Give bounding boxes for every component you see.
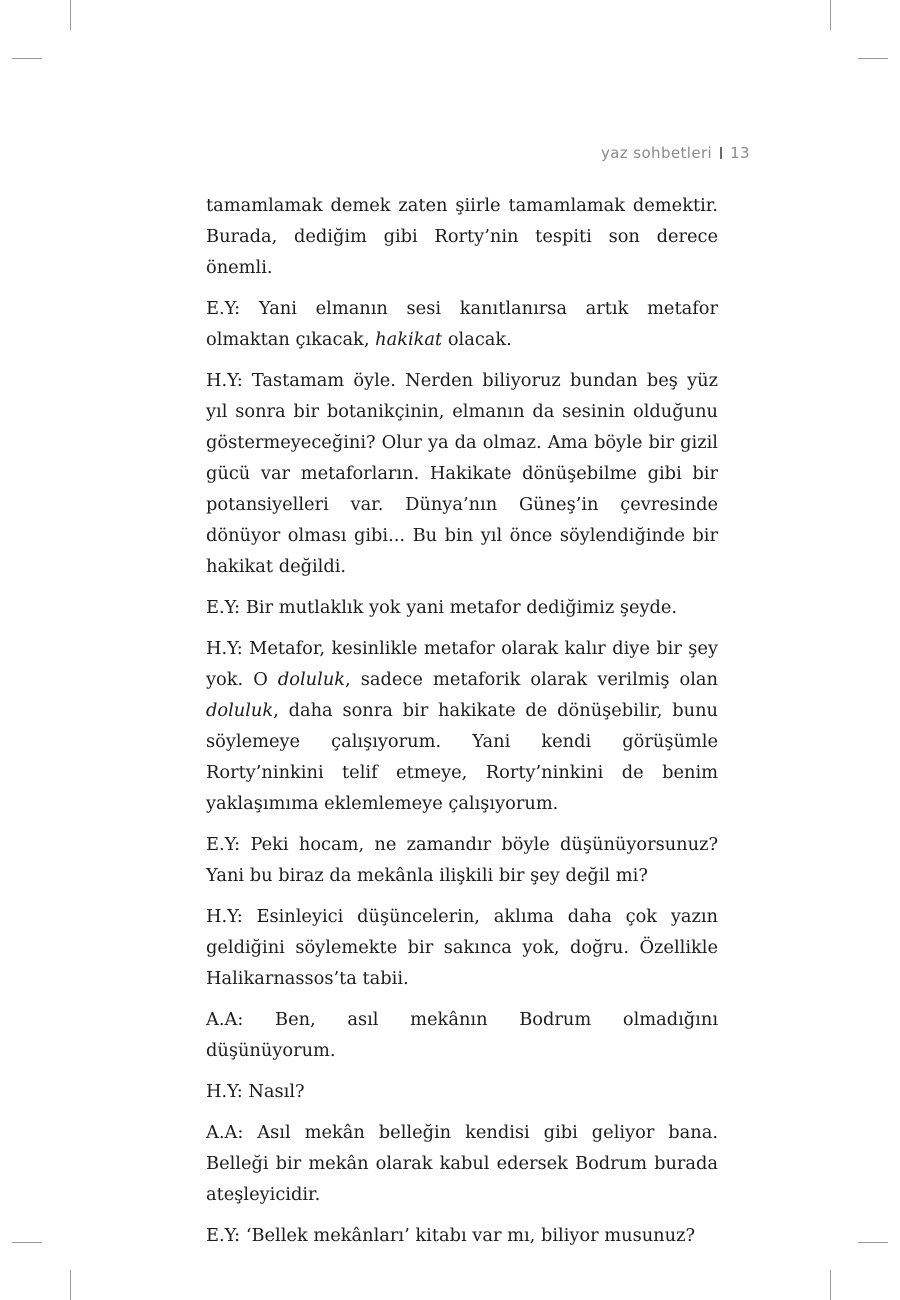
- paragraph: [206, 1076, 718, 1107]
- text-run: tamamlamak demek zaten şiirle tamamlamak demektir. Burada, dediğim gibi Rorty’nin tespiti son derece önemli.: [206, 195, 718, 278]
- paragraph: [206, 633, 718, 819]
- text-run: E.Y: ‘Bellek mekânları’ kitabı var mı, biliyor musunuz?: [206, 1225, 695, 1246]
- crop-mark-top-left: [70, 0, 71, 30]
- crop-mark-left-upper: [12, 58, 42, 59]
- paragraph: [206, 293, 718, 355]
- text-run: , daha sonra bir hakikate de dönüşebilir, bunu söylemeye çalışıyorum. Yani kendi görüşümle Rorty’ninkini telif etmeye, Rorty’ninkini de benim yaklaşımıma eklemlemeye çalışıyorum.: [206, 700, 718, 814]
- running-title: yaz sohbetleri: [600, 144, 713, 162]
- text-run: H.Y: Nasıl?: [206, 1081, 305, 1102]
- page-number: 13: [730, 144, 750, 162]
- paragraph: [206, 365, 718, 582]
- paragraph: [206, 901, 718, 994]
- text-run: A.A: Asıl mekân belleğin kendisi gibi geliyor bana. Belleği bir mekân olarak kabul edersek Bodrum burada ateşleyicidir.: [206, 1122, 718, 1205]
- paragraph: [206, 1004, 718, 1066]
- text-run: E.Y: Peki hocam, ne zamandır böyle düşünüyorsunuz? Yani bu biraz da mekânla ilişkili bir şey değil mi?: [206, 834, 718, 886]
- text-run: E.Y: Bir mutlaklık yok yani metafor dediğimiz şeyde.: [206, 597, 678, 618]
- text-run: olacak.: [442, 329, 512, 350]
- text-run: H.Y: Metafor, kesinlikle metafor olarak kalır diye bir şey yok. O: [206, 638, 718, 690]
- paragraph: [206, 829, 718, 891]
- text-run: A.A: Ben, asıl mekânın Bodrum olmadığını düşünüyorum.: [206, 1009, 718, 1061]
- running-header: [601, 144, 750, 162]
- italic-text: hakikat: [375, 329, 443, 350]
- paragraph: [206, 1220, 718, 1251]
- crop-mark-right-lower: [858, 1242, 888, 1243]
- crop-mark-bottom-left: [70, 1270, 71, 1300]
- paragraph: [206, 592, 718, 623]
- crop-mark-bottom-right: [830, 1270, 831, 1300]
- paragraph: [206, 190, 718, 283]
- paragraph: [206, 1117, 718, 1210]
- header-separator: [720, 147, 722, 159]
- text-run: E.Y: Yani elmanın sesi kanıtlanırsa artık metafor olmaktan çıkacak,: [206, 298, 718, 350]
- text-run: H.Y: Tastamam öyle. Nerden biliyoruz bundan beş yüz yıl sonra bir botanikçinin, elmanın da sesinin olduğunu göstermeyeceğini? Olur ya da olmaz. Ama böyle bir gizil gücü var metaforların. Hakikate dönüşebilme gibi bir potansiyelleri var. Dünya’nın Güneş’in çevresinde dönüyor olması gibi... Bu bin yıl önce söylendiğinde bir hakikat değildi.: [206, 370, 718, 577]
- crop-mark-right-upper: [858, 58, 888, 59]
- italic-text: doluluk: [277, 669, 346, 690]
- crop-mark-left-lower: [12, 1242, 42, 1243]
- text-run: , sadece metaforik olarak verilmiş olan: [345, 669, 718, 690]
- crop-mark-top-right: [830, 0, 831, 30]
- body-text: [206, 190, 718, 1261]
- italic-text: doluluk: [206, 700, 274, 721]
- text-run: H.Y: Esinleyici düşüncelerin, aklıma daha çok yazın geldiğini söylemekte bir sakınca yok, doğru. Özellikle Halikarnassos’ta tabii.: [206, 906, 718, 989]
